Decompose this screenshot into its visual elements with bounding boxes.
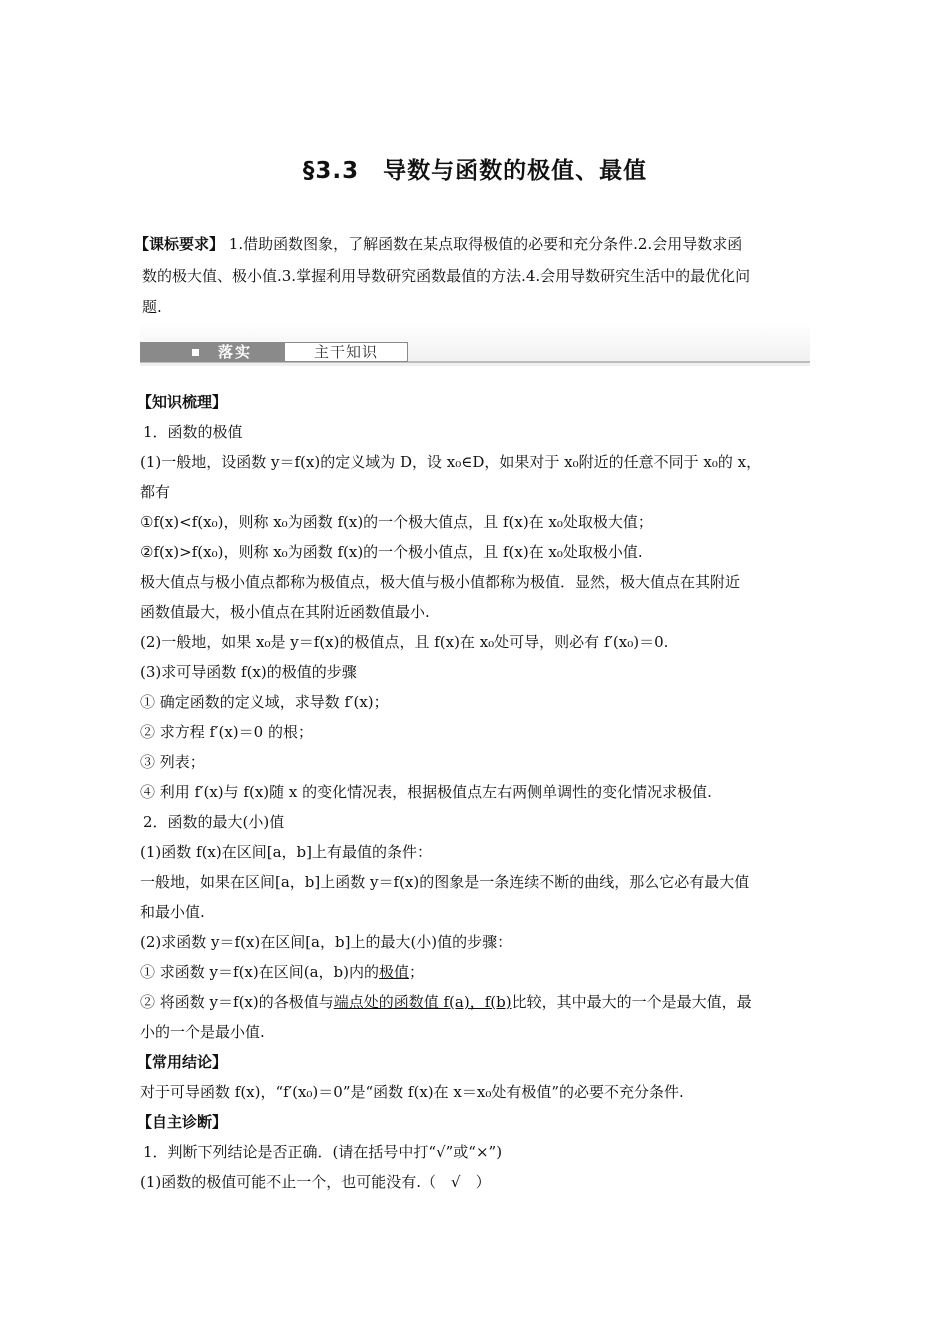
conclusion-heading: 【常用结论】 <box>137 1053 228 1071</box>
step2-prefix: ② 将函数 y＝f(x)的各极值与 <box>140 993 334 1011</box>
knowledge-heading: 【知识梳理】 <box>137 393 228 411</box>
course-requirements <box>134 229 812 324</box>
knowledge-line: 函数值最大，极小值点在其附近函数值最小. <box>140 603 430 621</box>
knowledge-line: ④ 利用 f′(x)与 f(x)随 x 的变化情况表，根据极值点左右两侧单调性的变化情况求极值. <box>140 783 712 801</box>
knowledge-line: (2)求函数 y＝f(x)在区间[a，b]上的最大(小)值的步骤： <box>140 933 513 951</box>
knowledge-line: 小的一个是最小值. <box>140 1023 265 1041</box>
knowledge-line: 一般地，如果在区间[a，b]上函数 y＝f(x)的图象是一条连续不断的曲线，那么它必有最大值 <box>140 873 750 891</box>
knowledge-line: (1)一般地，设函数 y＝f(x)的定义域为 D，设 x₀∈D，如果对于 x₀附近的任意不同于 x₀的 x， <box>140 453 762 471</box>
knowledge-line: 和最小值. <box>140 903 205 921</box>
knowledge-line: 2．函数的最大(小)值 <box>143 813 285 831</box>
requirements-text-1: 1.借助函数图象，了解函数在某点取得极值的必要和充分条件.2.会用导数求函 <box>228 235 743 253</box>
step1-underlined: 极值 <box>378 963 409 981</box>
knowledge-line: 1．函数的极值 <box>143 423 243 441</box>
knowledge-line: (2)一般地，如果 x₀是 y＝f(x)的极值点，且 f(x)在 x₀处可导，则必有 f′(x₀)＝0. <box>140 633 669 651</box>
requirements-text-3: 题. <box>142 298 162 316</box>
requirements-label: 【课标要求】 <box>134 235 225 253</box>
banner-light-label: 主干知识 <box>284 342 408 362</box>
step2-underlined: 端点处的函数值 f(a)，f(b) <box>333 993 512 1011</box>
requirements-text-2: 数的极大值、极小值.3.掌握利用导数研究函数最值的方法.4.会用导数研究生活中的最优化问 <box>142 266 751 285</box>
knowledge-line <box>140 987 812 1017</box>
knowledge-line: ①f(x)<f(x₀)，则称 x₀为函数 f(x)的一个极大值点，且 f(x)在 x₀处取极大值； <box>140 513 653 531</box>
conclusion-text: 对于可导函数 f(x)，“f′(x₀)＝0”是“函数 f(x)在 x＝x₀处有极值”的必要不充分条件. <box>140 1083 684 1101</box>
main-content <box>137 387 812 1197</box>
diagnosis-question: 1．判断下列结论是否正确．(请在括号中打“√”或“×”) <box>143 1143 503 1161</box>
step1-prefix: ① 求函数 y＝f(x)在区间(a，b)内的 <box>140 963 379 981</box>
step1-suffix: ； <box>409 963 425 981</box>
knowledge-line: 极大值点与极小值点都称为极值点，极大值与极小值都称为极值．显然，极大值点在其附近 <box>140 573 741 591</box>
knowledge-line: ②f(x)>f(x₀)，则称 x₀为函数 f(x)的一个极小值点，且 f(x)在 x₀处取极小值. <box>140 543 643 561</box>
knowledge-line: ② 求方程 f′(x)＝0 的根； <box>140 723 313 741</box>
knowledge-line: (1)函数 f(x)在区间[a，b]上有最值的条件： <box>140 843 432 861</box>
diagnosis-item: (1)函数的极值可能不止一个，也可能没有.（ √ ） <box>140 1173 491 1191</box>
step2-suffix: 比较，其中最大的一个是最大值，最 <box>511 993 752 1011</box>
banner-dark-label: 落实 <box>218 343 253 361</box>
knowledge-line: (3)求可导函数 f(x)的极值的步骤 <box>140 663 357 681</box>
knowledge-line <box>140 957 812 987</box>
knowledge-line: ③ 列表； <box>140 753 205 771</box>
square-bullet-icon <box>192 349 199 356</box>
knowledge-line: ① 确定函数的定义域，求导数 f′(x)； <box>140 693 389 711</box>
knowledge-line: 都有 <box>140 483 171 501</box>
diagnosis-heading: 【自主诊断】 <box>137 1113 228 1131</box>
section-banner-tab <box>140 342 284 362</box>
page-title: §3.3 导数与函数的极值、最值 <box>302 158 648 184</box>
